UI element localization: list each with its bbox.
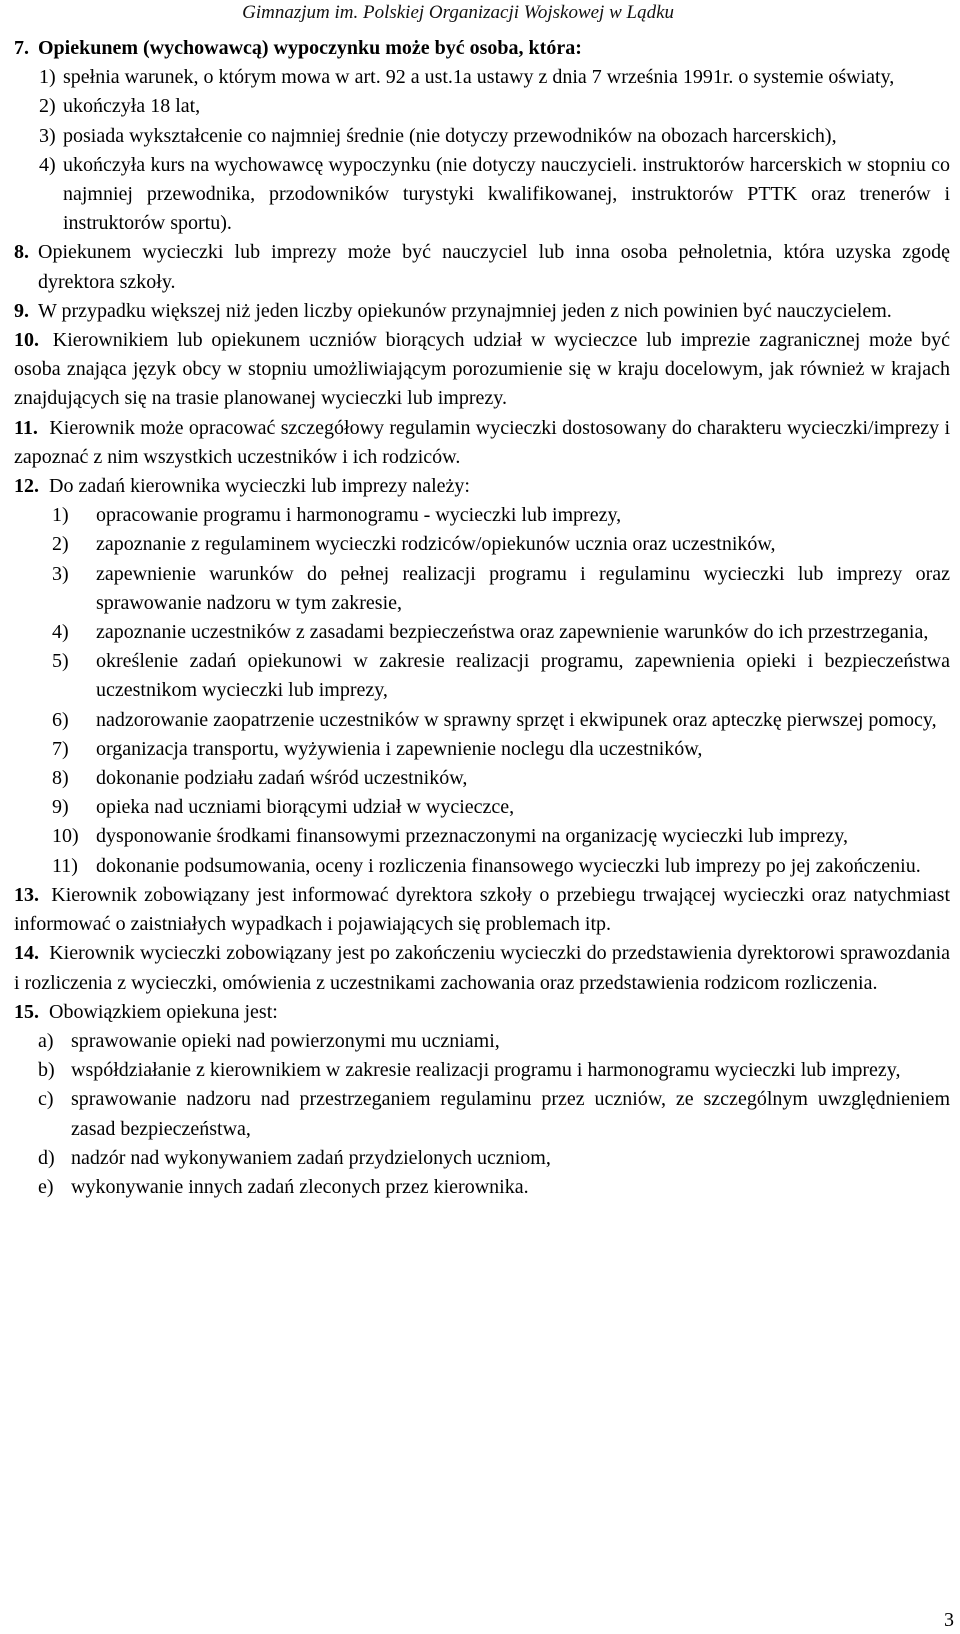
list-item-text: dokonanie podziału zadań wśród uczestników, xyxy=(96,767,468,790)
section-number: 8. xyxy=(14,241,29,264)
section-text: Kierownik wycieczki zobowiązany jest po zakończeniu wycieczki do przedstawienia dyrektorowi sprawozdania i rozliczenia z wycieczki, omówienia z uczestnikami zachowania oraz przedstawienia rodzicom rozliczenia. xyxy=(14,942,950,994)
list-marker: 4) xyxy=(39,153,56,176)
section-14 xyxy=(14,939,950,997)
list-item xyxy=(14,764,950,793)
section-7 xyxy=(14,34,950,63)
list-item xyxy=(14,793,950,822)
list-marker: 2) xyxy=(52,533,69,556)
list-item xyxy=(14,822,950,851)
section-text: Obowiązkiem opiekuna jest: xyxy=(49,1000,278,1023)
section-12 xyxy=(14,472,950,501)
list-item-text: sprawowanie opieki nad powierzonymi mu uczniami, xyxy=(71,1029,500,1052)
section-12-list xyxy=(14,501,950,881)
list-item xyxy=(14,92,950,121)
section-text: Kierownikiem lub opiekunem uczniów biorących udział w wycieczce lub imprezie zagranicznej może być osoba znająca język obcy w stopniu umożliwiającym porozumienie się w kraju docelowym, jak również w krajach znajdujących się na trasie planowanej wycieczki lub imprezy. xyxy=(14,329,950,410)
section-number: 9. xyxy=(14,299,29,322)
list-item xyxy=(14,647,950,705)
section-13 xyxy=(14,881,950,939)
section-number: 12. xyxy=(14,475,39,498)
list-item-text: opracowanie programu i harmonogramu - wycieczki lub imprezy, xyxy=(96,504,622,527)
section-text: Do zadań kierownika wycieczki lub imprezy należy: xyxy=(49,475,470,498)
list-item-text: posiada wykształcenie co najmniej średnie (nie dotyczy przewodników na obozach harcerskich), xyxy=(63,124,837,147)
list-marker: a) xyxy=(38,1029,54,1052)
list-item-text: dysponowanie środkami finansowymi przeznaczonymi na organizację wycieczki lub imprezy, xyxy=(96,825,848,848)
section-number: 7. xyxy=(14,37,29,59)
list-item xyxy=(14,1027,950,1056)
section-text: Opiekunem wycieczki lub imprezy może być nauczyciel lub inna osoba pełnoletnia, która uzyska zgodę dyrektora szkoły. xyxy=(38,241,950,293)
list-item-text: nadzór nad wykonywaniem zadań przydzielonych uczniom, xyxy=(71,1146,551,1169)
list-item-text: nadzorowanie zaopatrzenie uczestników w sprawny sprzęt i ekwipunek oraz apteczkę pierwszej pomocy, xyxy=(96,708,937,731)
list-marker: 3) xyxy=(52,562,69,585)
list-item xyxy=(14,63,950,92)
list-marker: c) xyxy=(38,1088,54,1111)
list-item xyxy=(14,735,950,764)
list-item xyxy=(14,151,950,239)
list-marker: 4) xyxy=(52,621,69,644)
list-marker: b) xyxy=(38,1059,55,1082)
page-number: 3 xyxy=(944,1609,954,1631)
list-item-text: organizacja transportu, wyżywienia i zapewnienie noclegu dla uczestników, xyxy=(96,737,703,760)
list-item-text: dokonanie podsumowania, oceny i rozliczenia finansowego wycieczki lub imprezy po jej zakończeniu. xyxy=(96,854,921,877)
list-marker: 6) xyxy=(52,708,69,731)
list-marker: e) xyxy=(38,1175,54,1198)
list-item xyxy=(14,1056,950,1085)
list-marker: 9) xyxy=(52,796,69,819)
section-number: 10. xyxy=(14,329,39,352)
list-item xyxy=(14,1173,950,1202)
list-item-text: zapoznanie z regulaminem wycieczki rodziców/opiekunów ucznia oraz uczestników, xyxy=(96,533,776,556)
list-marker: 11) xyxy=(52,854,78,877)
list-item-text: spełnia warunek, o którym mowa w art. 92 a ust.1a ustawy z dnia 7 września 1991r. o systemie oświaty, xyxy=(63,66,895,89)
list-marker: d) xyxy=(38,1146,55,1169)
list-marker: 8) xyxy=(52,767,69,790)
section-number: 15. xyxy=(14,1000,39,1023)
section-title: Opiekunem (wychowawcą) wypoczynku może być osoba, która: xyxy=(38,37,582,59)
list-item-text: zapoznanie uczestników z zasadami bezpieczeństwa oraz zapewnienie warunków do ich przestrzegania, xyxy=(96,621,929,644)
section-text: Kierownik może opracować szczegółowy regulamin wycieczki dostosowany do charakteru wycieczki/imprezy i zapoznać z nim wszystkich uczestników i ich rodziców. xyxy=(14,416,950,468)
list-marker: 7) xyxy=(52,737,69,760)
list-item-text: określenie zadań opiekunowi w zakresie realizacji programu, zapewnienia opieki i bezpieczeństwa uczestnikom wycieczki lub imprezy, xyxy=(96,650,950,702)
section-15 xyxy=(14,998,950,1027)
list-item-text: ukończyła kurs na wychowawcę wypoczynku (nie dotyczy nauczycieli. instruktorów harcerskich w stopniu co najmniej przewodnika, przodowników turystyki kwalifikowanej, instruktorów PTTK oraz trenerów i instruktorów sportu). xyxy=(63,153,950,235)
list-item xyxy=(14,530,950,559)
section-9 xyxy=(14,297,950,326)
list-item-text: współdziałanie z kierownikiem w zakresie realizacji programu i harmonogramu wycieczki lub imprezy, xyxy=(71,1059,901,1082)
list-item-text: ukończyła 18 lat, xyxy=(63,95,201,118)
section-10 xyxy=(14,326,950,414)
list-item xyxy=(14,618,950,647)
list-item xyxy=(14,706,950,735)
section-15-list xyxy=(14,1027,950,1202)
list-item-text: sprawowanie nadzoru nad przestrzeganiem regulaminu przez uczniów, ze szczególnym uwzględnieniem zasad bezpieczeństwa, xyxy=(71,1088,950,1140)
list-item xyxy=(14,852,950,881)
list-marker: 2) xyxy=(39,95,56,118)
list-item xyxy=(14,1144,950,1173)
section-text: W przypadku większej niż jeden liczby opiekunów przynajmniej jeden z nich powinien być nauczycielem. xyxy=(38,299,892,322)
section-11 xyxy=(14,414,950,472)
list-item-text: wykonywanie innych zadań zleconych przez kierownika. xyxy=(71,1175,529,1198)
list-item xyxy=(14,501,950,530)
document-body xyxy=(14,34,950,1202)
list-marker: 1) xyxy=(52,504,69,527)
section-text: Kierownik zobowiązany jest informować dyrektora szkoły o przebiegu trwającej wycieczki oraz natychmiast informować o zaistniałych wypadkach i pojawiających się problemach itp. xyxy=(14,883,951,936)
section-number: 13. xyxy=(14,883,39,906)
page-header: Gimnazjum im. Polskiej Organizacji Wojskowej w Lądku xyxy=(242,2,674,23)
list-item-text: opieka nad uczniami biorącymi udział w wycieczce, xyxy=(96,796,515,819)
list-marker: 1) xyxy=(39,66,56,89)
list-item-text: zapewnienie warunków do pełnej realizacji programu i regulaminu wycieczki lub imprezy oraz sprawowanie nadzoru w tym zakresie, xyxy=(96,562,950,614)
list-item xyxy=(14,560,950,618)
section-8 xyxy=(14,238,950,296)
section-7-list xyxy=(14,63,950,238)
section-number: 11. xyxy=(14,416,38,439)
list-marker: 5) xyxy=(52,650,69,673)
list-marker: 3) xyxy=(39,124,56,147)
list-item xyxy=(14,122,950,151)
list-marker: 10) xyxy=(52,825,79,848)
list-item xyxy=(14,1085,950,1143)
section-number: 14. xyxy=(14,942,39,965)
